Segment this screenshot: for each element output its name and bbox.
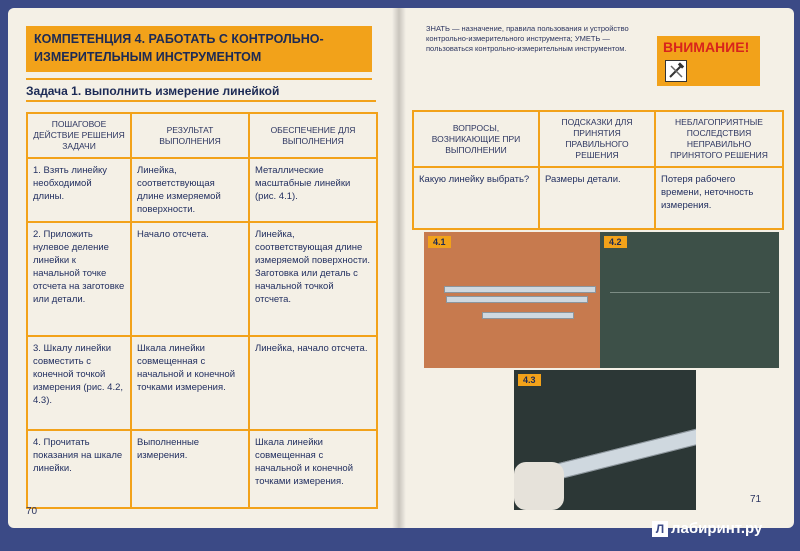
competency-banner: КОМПЕТЕНЦИЯ 4. РАБОТАТЬ С КОНТРОЛЬНО-ИЗМЕРИТЕЛЬНЫМ ИНСТРУМЕНТОМ — [26, 26, 372, 72]
step-cell: 3. Шкалу линейки совместить с конечной точкой измерения (рис. 4.2, 4.3). — [27, 336, 131, 430]
header-result: РЕЗУЛЬТАТ ВЫПОЛНЕНИЯ — [131, 113, 249, 158]
warning-label: ВНИМАНИЕ! — [663, 39, 750, 55]
header-support: ОБЕСПЕЧЕНИЕ ДЛЯ ВЫПОЛНЕНИЯ — [249, 113, 377, 158]
table-row — [413, 167, 783, 229]
ruler-image — [482, 312, 574, 319]
site-watermark — [652, 520, 762, 537]
tools-icon — [665, 60, 687, 82]
labirint-logo-icon: Л — [652, 521, 668, 537]
task-rule — [26, 100, 376, 102]
result-cell: Линейка, соответствующая длине измеряемой поверхности. — [131, 158, 249, 222]
table-header-row — [413, 111, 783, 167]
table-header-row — [27, 113, 377, 158]
steps-table — [26, 112, 378, 509]
photo-workpiece — [600, 232, 779, 368]
header-hints: ПОДСКАЗКИ ДЛЯ ПРИНЯТИЯ ПРАВИЛЬНОГО РЕШЕНИЯ — [539, 111, 655, 167]
scratch-line — [610, 292, 770, 293]
question-cell: Какую линейку выбрать? — [413, 167, 539, 229]
support-cell: Шкала линейки совмещенная с начальной и конечной точками измерения. — [249, 430, 377, 508]
support-cell: Линейка, начало отсчета. — [249, 336, 377, 430]
table-row — [27, 158, 377, 222]
result-cell: Выполненные измерения. — [131, 430, 249, 508]
table-row — [27, 430, 377, 508]
support-cell: Линейка, соответствующая длине измеряемой поверхности. Заготовка или деталь с начальной точкой отсчета. — [249, 222, 377, 336]
banner-rule — [26, 78, 372, 80]
glove-image — [514, 462, 564, 510]
photo-measuring — [514, 370, 696, 510]
ruler-image — [446, 296, 588, 303]
photo-label: 4.1 — [428, 236, 451, 248]
photo-rulers — [424, 232, 600, 368]
warning-box — [657, 36, 760, 86]
support-cell: Металлические масштабные линейки (рис. 4.1). — [249, 158, 377, 222]
consequence-cell: Потеря рабочего времени, неточность измерения. — [655, 167, 783, 229]
result-cell: Шкала линейки совмещенная с начальной и конечной точками измерения. — [131, 336, 249, 430]
page-number-left: 70 — [26, 506, 38, 517]
step-cell: 4. Прочитать показания на шкале линейки. — [27, 430, 131, 508]
task-title: Задача 1. выполнить измерение линейкой — [26, 84, 280, 98]
table-row — [27, 336, 377, 430]
ruler-image — [444, 286, 596, 293]
header-steps: ПОШАГОВОЕ ДЕЙСТВИЕ РЕШЕНИЯ ЗАДАЧИ — [27, 113, 131, 158]
know-skill-text: ЗНАТЬ — назначение, правила пользования и устройство контрольно-измерительного инструмента; УМЕТЬ — пользоваться контрольно-измерительным инструментом. — [426, 24, 629, 53]
photo-label: 4.3 — [518, 374, 541, 386]
result-cell: Начало отсчета. — [131, 222, 249, 336]
photo-label: 4.2 — [604, 236, 627, 248]
table-row — [27, 222, 377, 336]
page-number-right: 71 — [750, 494, 762, 505]
decision-table — [412, 110, 784, 230]
hint-cell: Размеры детали. — [539, 167, 655, 229]
step-cell: 2. Приложить нулевое деление линейки к начальной точке отсчета на заготовке или детали. — [27, 222, 131, 336]
header-questions: ВОПРОСЫ, ВОЗНИКАЮЩИЕ ПРИ ВЫПОЛНЕНИИ — [413, 111, 539, 167]
header-consequences: НЕБЛАГОПРИЯТНЫЕ ПОСЛЕДСТВИЯ НЕПРАВИЛЬНО ПРИНЯТОГО РЕШЕНИЯ — [655, 111, 783, 167]
step-cell: 1. Взять линейку необходимой длины. — [27, 158, 131, 222]
watermark-text: лабиринт.ру — [671, 520, 763, 537]
